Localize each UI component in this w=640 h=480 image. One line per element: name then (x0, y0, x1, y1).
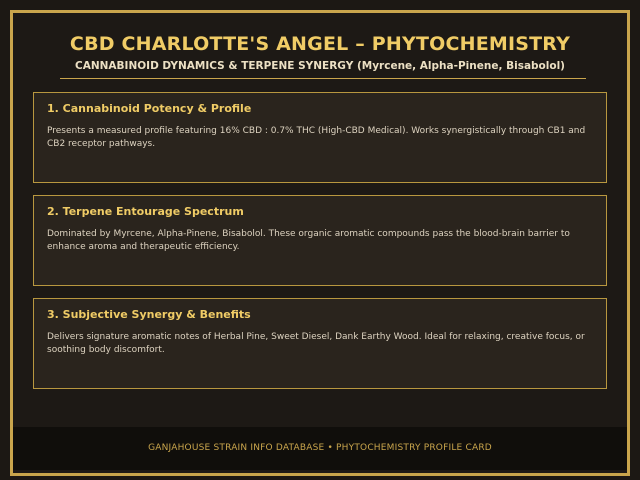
page-subtitle: CANNABINOID DYNAMICS & TERPENE SYNERGY (Myrcene, Alpha-Pinene, Bisabolol) (75, 60, 565, 72)
section-heading: 1. Cannabinoid Potency & Profile (47, 102, 252, 115)
footer-bar (13, 427, 627, 470)
section-body: Presents a measured profile featuring 16% CBD : 0.7% THC (High-CBD Medical). Works synergistically through CB1 and CB2 receptor pathways. (47, 126, 586, 149)
header-divider (60, 78, 586, 79)
section-subjective-synergy (33, 298, 607, 389)
section-heading: 3. Subjective Synergy & Benefits (47, 308, 251, 321)
section-heading: 2. Terpene Entourage Spectrum (47, 205, 244, 218)
section-terpene-spectrum (33, 195, 607, 286)
section-body: Delivers signature aromatic notes of Herbal Pine, Sweet Diesel, Dank Earthy Wood. Ideal for relaxing, creative focus, or soothing body discomfort. (47, 332, 585, 355)
footer-text: GANJAHOUSE STRAIN INFO DATABASE • PHYTOCHEMISTRY PROFILE CARD (148, 443, 492, 453)
page-title: CBD CHARLOTTE'S ANGEL – PHYTOCHEMISTRY (69, 33, 571, 55)
section-body: Dominated by Myrcene, Alpha-Pinene, Bisabolol. These organic aromatic compounds pass the blood-brain barrier to enhance aroma and therapeutic efficiency. (47, 229, 570, 252)
section-cannabinoid-potency (33, 92, 607, 183)
profile-card-frame (10, 10, 630, 476)
